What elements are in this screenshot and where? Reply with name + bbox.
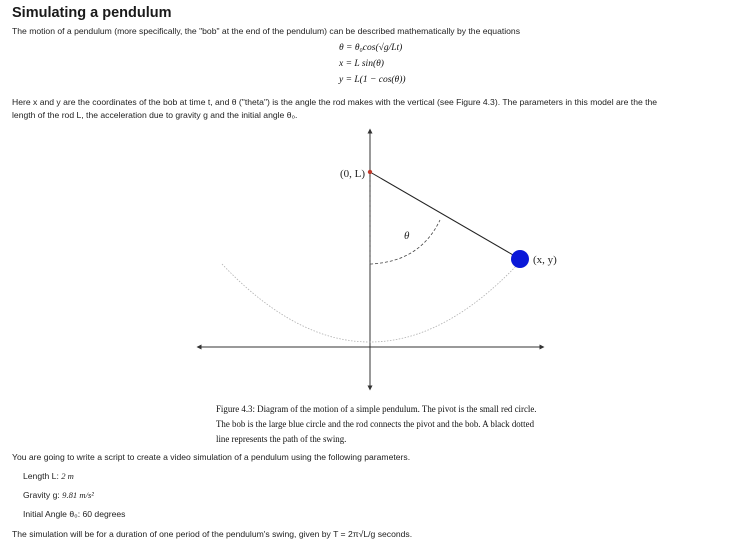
final-paragraph: The simulation will be for a duration of one period of the pendulum's swing, given by T = 2π√L/g seconds.: [12, 529, 413, 539]
figure-caption: Figure 4.3: Diagram of the motion of a simple pendulum. The pivot is the small red circle. The bob is the large blue circle and the rod connects the pivot and the bob. A black dotted line represents the path of the swing.: [216, 404, 537, 444]
page-title: Simulating a pendulum: [12, 5, 172, 21]
equation-y: y = L(1 − cos(θ)): [339, 75, 406, 85]
param-gravity: [23, 490, 94, 500]
angle-label: θ: [404, 230, 410, 242]
angle-arc: [370, 220, 440, 264]
intro-paragraph: The motion of a pendulum (more specifically, the "bob" at the end of the pendulum) can be described mathematically by the equations: [12, 26, 521, 36]
param-gravity-value: 9.81 m/s²: [62, 490, 94, 500]
pendulum-rod: [370, 172, 520, 259]
param-length: [23, 471, 74, 481]
param-angle: [23, 509, 125, 519]
param-angle-value: 60 degrees: [82, 509, 126, 519]
pivot-label: (0, L): [340, 168, 366, 180]
bob: [511, 250, 529, 268]
param-length-value: 2 m: [61, 471, 74, 481]
param-angle-label: Initial Angle θ₀:: [23, 509, 83, 519]
coordinates-paragraph-line-1: Here x and y are the coordinates of the bob at time t, and θ ("theta") is the angle the rod makes with the vertical (see Figure 4.3). The parameters in this model are the the: [12, 97, 658, 107]
equation-x: x = L sin(θ): [339, 59, 384, 69]
equation-theta: θ = θ₀cos(√g/Lt): [339, 43, 403, 53]
param-gravity-label: Gravity g:: [23, 490, 63, 500]
bob-label: (x, y): [533, 254, 557, 266]
parameters-intro: You are going to write a script to create a video simulation of a pendulum using the following parameters.: [12, 452, 411, 462]
pivot: [368, 170, 372, 174]
param-length-label: Length L:: [23, 471, 62, 481]
coordinates-paragraph-line-2: length of the rod L, the acceleration due to gravity g and the initial angle θ₀.: [12, 110, 298, 120]
